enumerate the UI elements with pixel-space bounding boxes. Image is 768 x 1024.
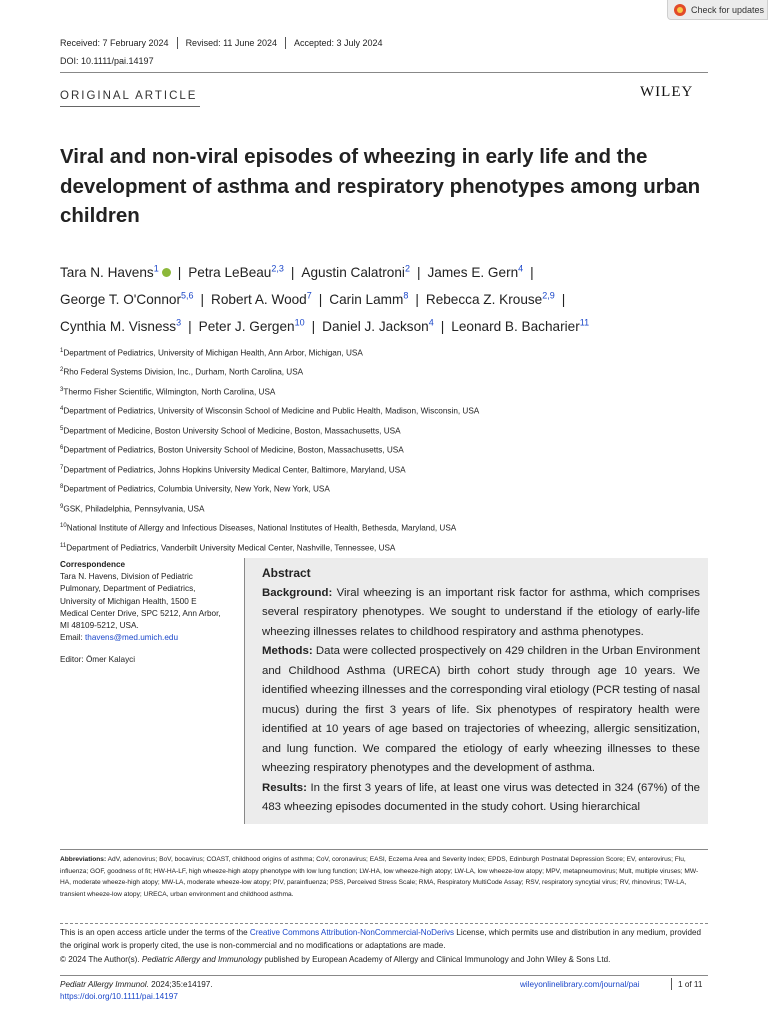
author-affiliation-marker: 2 [404, 263, 410, 273]
footer-divider [60, 975, 708, 976]
abstract-body [262, 584, 700, 817]
author-name-text: Carin Lamm [329, 291, 404, 307]
affiliation-number: 9 [60, 503, 64, 510]
affiliation-text: Department of Pediatrics, Columbia University, New York, New York, USA [63, 485, 330, 495]
copyright-journal: Pediatric Allergy and Immunology [141, 954, 263, 964]
email-link[interactable]: thavens@med.umich.edu [85, 633, 178, 643]
author-line [60, 284, 720, 311]
page-number: 1 of 11 [678, 980, 703, 989]
author-name[interactable] [60, 265, 171, 280]
author-name-text: Daniel J. Jackson [322, 318, 429, 334]
copyright-text: published by European Academy of Allergy and Clinical Immunology and John Wiley & Sons Ltd. [262, 954, 611, 964]
author-line [60, 257, 720, 284]
affiliation-number: 7 [60, 464, 64, 471]
affiliation-text: Department of Pediatrics, University of Michigan Health, Ann Arbor, Michigan, USA [63, 348, 363, 358]
revised-date: Revised: 11 June 2024 [177, 37, 285, 49]
author-affiliation-marker: 4 [428, 317, 434, 328]
orcid-icon[interactable] [162, 268, 171, 277]
author-affiliation-marker: 7 [306, 290, 312, 301]
author-separator: | [177, 264, 182, 280]
author-affiliation-marker: 5,6 [180, 290, 194, 301]
affiliation-text: National Institute of Allergy and Infectious Diseases, National Institutes of Health, Bethesda, Maryland, USA [66, 524, 457, 534]
author-affiliation-marker: 2,3 [271, 263, 284, 273]
author-list [60, 257, 720, 338]
author-name-text: Tara N. Havens [60, 264, 154, 280]
affiliation [60, 401, 660, 420]
correspondence-heading: Correspondence [60, 560, 126, 569]
author-name-text: James E. Gern [427, 264, 519, 280]
abstract-section-text: Data were collected prospectively on 429 children in the Urban Environment and Childhood Asthma (URECA) birth cohort study through age 10 years. We identified wheezing illnesses and the corresponding viral etiology (PCR testing of nasal mucus) during the first 3 years of life. Six phenotypes of respiratory health were identified at 10 years of age based on trajectories of wheezing, allergic sensitization, and lung function. We compared the etiology of early wheezing illnesses to these wheezing respiratory phenotypes and the development of asthma. [262, 645, 700, 775]
article-type: ORIGINAL ARTICLE [60, 90, 198, 102]
author-name-text: Leonard B. Bacharier [451, 318, 580, 334]
received-date: Received: 7 February 2024 [60, 38, 169, 48]
footer-citation [60, 980, 213, 989]
author-name-text: Peter J. Gergen [198, 318, 295, 334]
author-name[interactable] [188, 265, 284, 280]
abstract-section [262, 779, 700, 818]
doi: DOI: 10.1111/pai.14197 [60, 56, 154, 66]
license-text: This is an open access article under the terms of the [60, 928, 250, 937]
affiliation-number: 11 [60, 542, 67, 549]
affiliation [60, 538, 660, 557]
author-separator: | [561, 291, 566, 307]
email-label: Email: [60, 633, 86, 643]
affiliation [60, 518, 660, 537]
author-name-text: George T. O'Connor [60, 291, 181, 307]
author-name-text: Robert A. Wood [211, 291, 307, 307]
author-separator: | [415, 291, 419, 307]
affiliation-text: Department of Pediatrics, Vanderbilt University Medical Center, Nashville, Tennessee, USA [66, 543, 396, 553]
footer-separator [671, 978, 672, 990]
affiliation-text: Department of Medicine, Boston University School of Medicine, Boston, Massachusetts, USA [63, 426, 401, 436]
affiliation [60, 460, 660, 479]
check-for-updates-button[interactable] [667, 0, 768, 20]
check-updates-icon [674, 4, 686, 16]
author-separator: | [416, 264, 421, 280]
affiliation-text: Department of Pediatrics, University of Wisconsin School of Medicine and Public Health, Madison, Wisconsin, USA [63, 407, 480, 417]
abstract-section-text: In the first 3 years of life, at least one virus was detected in 324 (67%) of the 483 wheezing episodes documented in the study cohort. Using hierarchical [262, 781, 700, 813]
affiliation-text: Thermo Fisher Scientific, Wilmington, North Carolina, USA [63, 387, 276, 397]
footer-doi-link[interactable]: https://doi.org/10.1111/pai.14197 [60, 992, 178, 1001]
affiliation [60, 382, 660, 401]
affiliation-number: 4 [60, 406, 64, 413]
correspondence-address: Tara N. Havens, Division of Pediatric Pulmonary, Department of Pediatrics, University of Michigan Health, 1500 E Medical Center Drive, SPC 5212, Ann Arbor, MI 48109-5212, USA. [60, 572, 221, 631]
abstract-section-label: Results: [262, 781, 307, 794]
author-affiliation-marker: 8 [403, 290, 409, 301]
author-separator: | [530, 264, 534, 280]
affiliation-list [60, 343, 660, 557]
abbreviations-text: AdV, adenovirus; BoV, bocavirus; COAST, childhood origins of asthma; CoV, coronavirus; EASI, Eczema Area and Severity Index; EPDS, Edinburgh Postnatal Depression Score; EV, enterovirus; Flu, influenza; GOF, goodness of fit; HW-HA-LF, high wheeze-high atopy phenotype with low lung function; LW-HA, low wheeze-high atopy; LW-LA, low wheeze-low atopy; MPV, metapneumovirus; Mult, multiple viruses; MW-HA, moderate wheeze-high atopy; MW-LA, moderate wheeze-low atopy; PIV, parainfluenza; PSS, Perceived Stress Scale; RMA, Respiratory MultiCode Assay; RSV, respiratory syncytial virus; RV, rhinovirus; TW-LA, transient wheeze-low atopy; URECA, urban environment and childhood asthma. [60, 856, 699, 898]
abstract-section [262, 642, 700, 778]
abstract-section-label: Background: [262, 587, 333, 599]
author-separator: | [200, 291, 205, 307]
author-name[interactable] [301, 265, 410, 280]
license-text: License, which permits use and distribution in any medium, provided the original work is properly cited, the use is non-commercial and no modifications or adaptations are made. [60, 928, 702, 951]
author-name-text: Rebecca Z. Krouse [425, 291, 543, 307]
affiliation-number: 10 [60, 523, 67, 530]
correspondence-email-line [60, 632, 222, 644]
abstract-heading: Abstract [262, 566, 311, 580]
affiliation [60, 440, 660, 459]
correspondence-block [60, 559, 222, 667]
header-divider [60, 72, 708, 73]
author-affiliation-marker: 3 [176, 317, 182, 328]
accepted-date: Accepted: 3 July 2024 [285, 37, 391, 49]
author-name-text: Petra LeBeau [188, 264, 272, 280]
affiliation-text: GSK, Philadelphia, Pennsylvania, USA [63, 504, 205, 514]
abstract-section [262, 584, 700, 642]
abstract-section-label: Methods: [262, 645, 313, 658]
abbreviations-divider [60, 849, 708, 850]
abbreviations-label: Abbreviations: [60, 856, 107, 863]
affiliation [60, 343, 660, 362]
author-name-text: Cynthia M. Visness [60, 318, 177, 334]
author-line [60, 311, 720, 338]
author-separator: | [318, 291, 323, 307]
affiliation-number: 1 [60, 348, 64, 354]
affiliation-text: Department of Pediatrics, Boston University School of Medicine, Boston, Massachusetts, USA [63, 446, 404, 456]
affiliation-text: Rho Federal Systems Division, Inc., Durham, North Carolina, USA [63, 368, 304, 378]
author-affiliation-marker: 10 [294, 317, 305, 328]
author-affiliation-marker: 2,9 [542, 290, 555, 301]
author-separator: | [188, 318, 192, 334]
affiliation [60, 479, 660, 498]
license-link[interactable]: Creative Commons Attribution-NonCommercial-NoDerivs [249, 928, 455, 937]
affiliation-number: 5 [60, 425, 64, 432]
open-access-notice [60, 926, 710, 966]
footer-journal: Pediatr Allergy Immunol. [60, 980, 149, 989]
license-statement [60, 926, 710, 953]
copyright-statement [60, 953, 710, 966]
affiliation-number: 3 [60, 386, 64, 393]
author-name[interactable] [451, 319, 589, 334]
affiliation [60, 421, 660, 440]
abbreviations [60, 854, 708, 900]
abstract-section-text: Viral wheezing is an important risk factor for asthma, which comprises several respiratory phenotypes. We sought to understand if the etiology of early-life wheezing illnesses relates to childhood respiratory and asthma phenotypes. [262, 587, 700, 638]
author-name-text: Agustin Calatroni [301, 264, 405, 280]
author-affiliation-marker: 4 [518, 263, 524, 273]
affiliation-text: Department of Pediatrics, Johns Hopkins University Medical Center, Baltimore, Maryland, USA [63, 465, 406, 475]
editor-note: Editor: Ömer Kalayci [60, 655, 136, 665]
publisher-logo: WILEY [640, 84, 694, 100]
affiliation-number: 6 [60, 445, 64, 452]
check-for-updates-label: Check for updates [691, 4, 765, 15]
affiliation-number: 8 [60, 484, 64, 491]
copyright-text: © 2024 The Author(s). [60, 954, 142, 964]
footer-volume: 2024;35:e14197. [148, 980, 213, 989]
author-name[interactable] [199, 319, 305, 334]
article-type-underline [60, 106, 200, 107]
author-name[interactable] [322, 319, 434, 334]
author-affiliation-marker: 11 [579, 317, 590, 328]
author-name[interactable] [428, 265, 524, 280]
author-name[interactable] [60, 319, 181, 334]
affiliation [60, 362, 660, 381]
author-name[interactable] [426, 292, 555, 307]
author-separator: | [311, 318, 316, 334]
article-dates [60, 37, 391, 49]
author-separator: | [440, 318, 445, 334]
open-access-divider [60, 923, 708, 924]
affiliation-number: 2 [60, 367, 64, 374]
author-name[interactable] [60, 292, 194, 307]
author-name[interactable] [329, 292, 408, 307]
article-title: Viral and non-viral episodes of wheezing in early life and the development of asthma and respiratory phenotypes among urban children [60, 145, 701, 227]
affiliation [60, 499, 660, 518]
journal-site-link[interactable]: wileyonlinelibrary.com/journal/pai [520, 980, 640, 989]
author-affiliation-marker: 1 [153, 263, 159, 273]
author-separator: | [290, 264, 295, 280]
author-name[interactable] [211, 292, 312, 307]
